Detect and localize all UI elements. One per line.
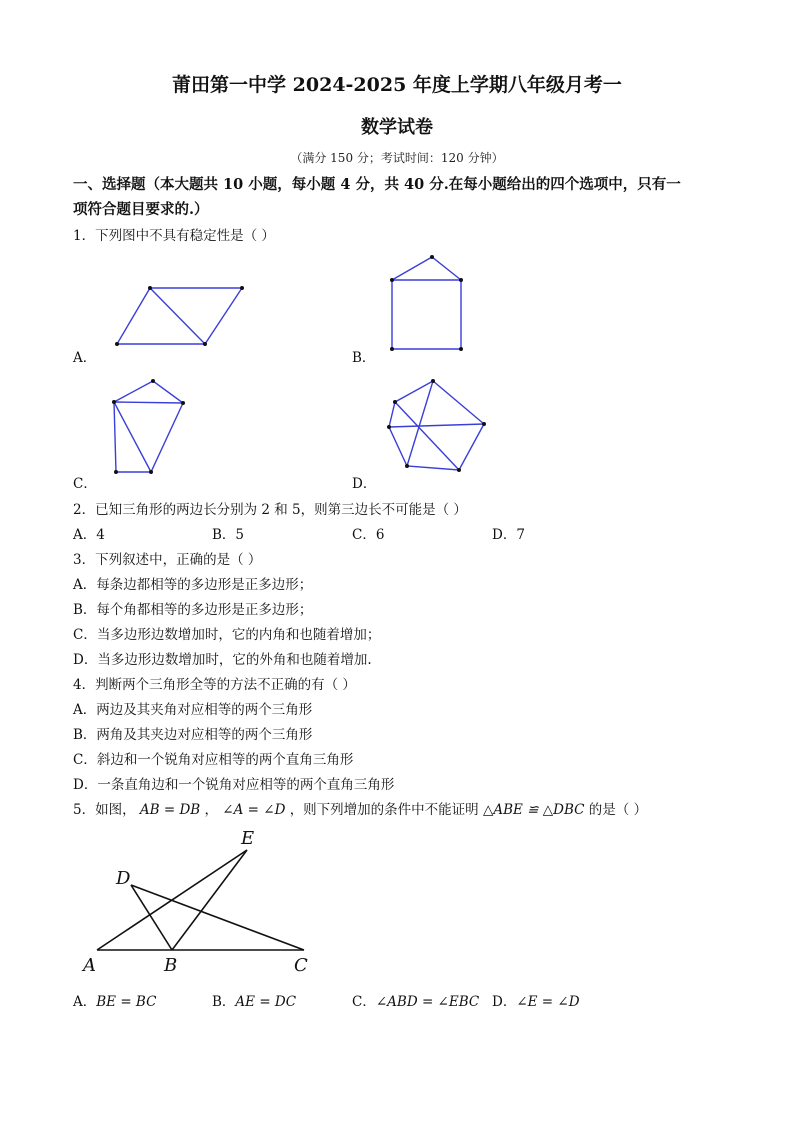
q3-stem: 3．下列叙述中，正确的是（ ） (73, 552, 262, 568)
q5-stem-prefix: 5．如图， (73, 802, 136, 818)
q5-stem-suffix: 的是（ ） (588, 802, 648, 818)
q5-option-d-math: ∠E = ∠D (516, 994, 580, 1010)
q2-stem: 2．已知三角形的两边长分别为 2 和 5，则第三边长不可能是（ ） (73, 502, 467, 518)
q5-option-a-math: BE = BC (96, 994, 157, 1010)
q5-option-b (212, 990, 296, 1010)
q5-option-d (492, 990, 580, 1010)
q2-option-b: B．5 (212, 527, 245, 543)
q2-option-c: C．6 (352, 527, 385, 543)
exam-subtitle: 数学试卷 (361, 117, 433, 138)
q5-condition-angles: ∠A = ∠D (222, 802, 286, 818)
q5-separator: ， (204, 802, 218, 818)
point-e-label: E (241, 828, 255, 849)
q1-option-a-label: A． (73, 350, 97, 366)
q4-stem: 4．判断两个三角形全等的方法不正确的有（ ） (73, 677, 356, 693)
q5-stem-mid: ，则下列增加的条件中不能证明 (289, 802, 479, 818)
q5-option-d-prefix: D． (492, 994, 517, 1010)
q3-option-c: C．当多边形边数增加时，它的内角和也随着增加； (73, 627, 381, 643)
q5-condition-sides: AB = DB (139, 802, 201, 818)
q5-option-c (352, 990, 479, 1010)
q3-option-b: B．每个角都相等的多边形是正多边形； (73, 602, 313, 618)
q3-option-a: A．每条边都相等的多边形是正多边形； (73, 577, 313, 593)
q5-option-b-math: AE = DC (235, 994, 297, 1010)
point-b-label: B (164, 955, 178, 976)
section-heading-line2: 项符合题目要求的.） (73, 201, 209, 218)
q1-option-c-label: C． (73, 476, 97, 492)
q1-stem: 1．下列图中不具有稳定性是（ ） (73, 228, 275, 244)
q5-target-congruence: △ABE ≌ △DBC (482, 802, 585, 818)
point-d-label: D (116, 868, 131, 889)
q2-option-a: A．4 (73, 527, 105, 543)
q4-option-b: B．两角及其夹边对应相等的两个三角形 (73, 727, 313, 743)
q1-option-d-label: D． (352, 476, 377, 492)
section-heading-line1: 一、选择题（本大题共 10 小题，每小题 4 分，共 40 分.在每小题给出的四个选项中，只有一 (73, 176, 681, 193)
q2-option-d: D．7 (492, 527, 525, 543)
q5-option-c-prefix: C． (352, 994, 376, 1010)
q4-option-a: A．两边及其夹角对应相等的两个三角形 (73, 702, 313, 718)
q5-option-b-prefix: B． (212, 994, 236, 1010)
q5-option-c-math: ∠ABD = ∠EBC (375, 994, 480, 1010)
point-a-label: A (83, 955, 96, 976)
q4-option-d: D．一条直角边和一个锐角对应相等的两个直角三角形 (73, 777, 395, 793)
q5-option-a-prefix: A． (73, 994, 97, 1010)
exam-title: 莆田第一中学 2024-2025 年度上学期八年级月考一 (172, 74, 622, 96)
q1-option-b-label: B． (352, 350, 376, 366)
q5-option-a (73, 990, 156, 1010)
exam-info: （满分 150 分；考试时间：120 分钟） (290, 151, 504, 165)
point-c-label: C (294, 955, 308, 976)
q3-option-d: D．当多边形边数增加时，它的外角和也随着增加. (73, 652, 372, 668)
q4-option-c: C．斜边和一个锐角对应相等的两个直角三角形 (73, 752, 354, 768)
